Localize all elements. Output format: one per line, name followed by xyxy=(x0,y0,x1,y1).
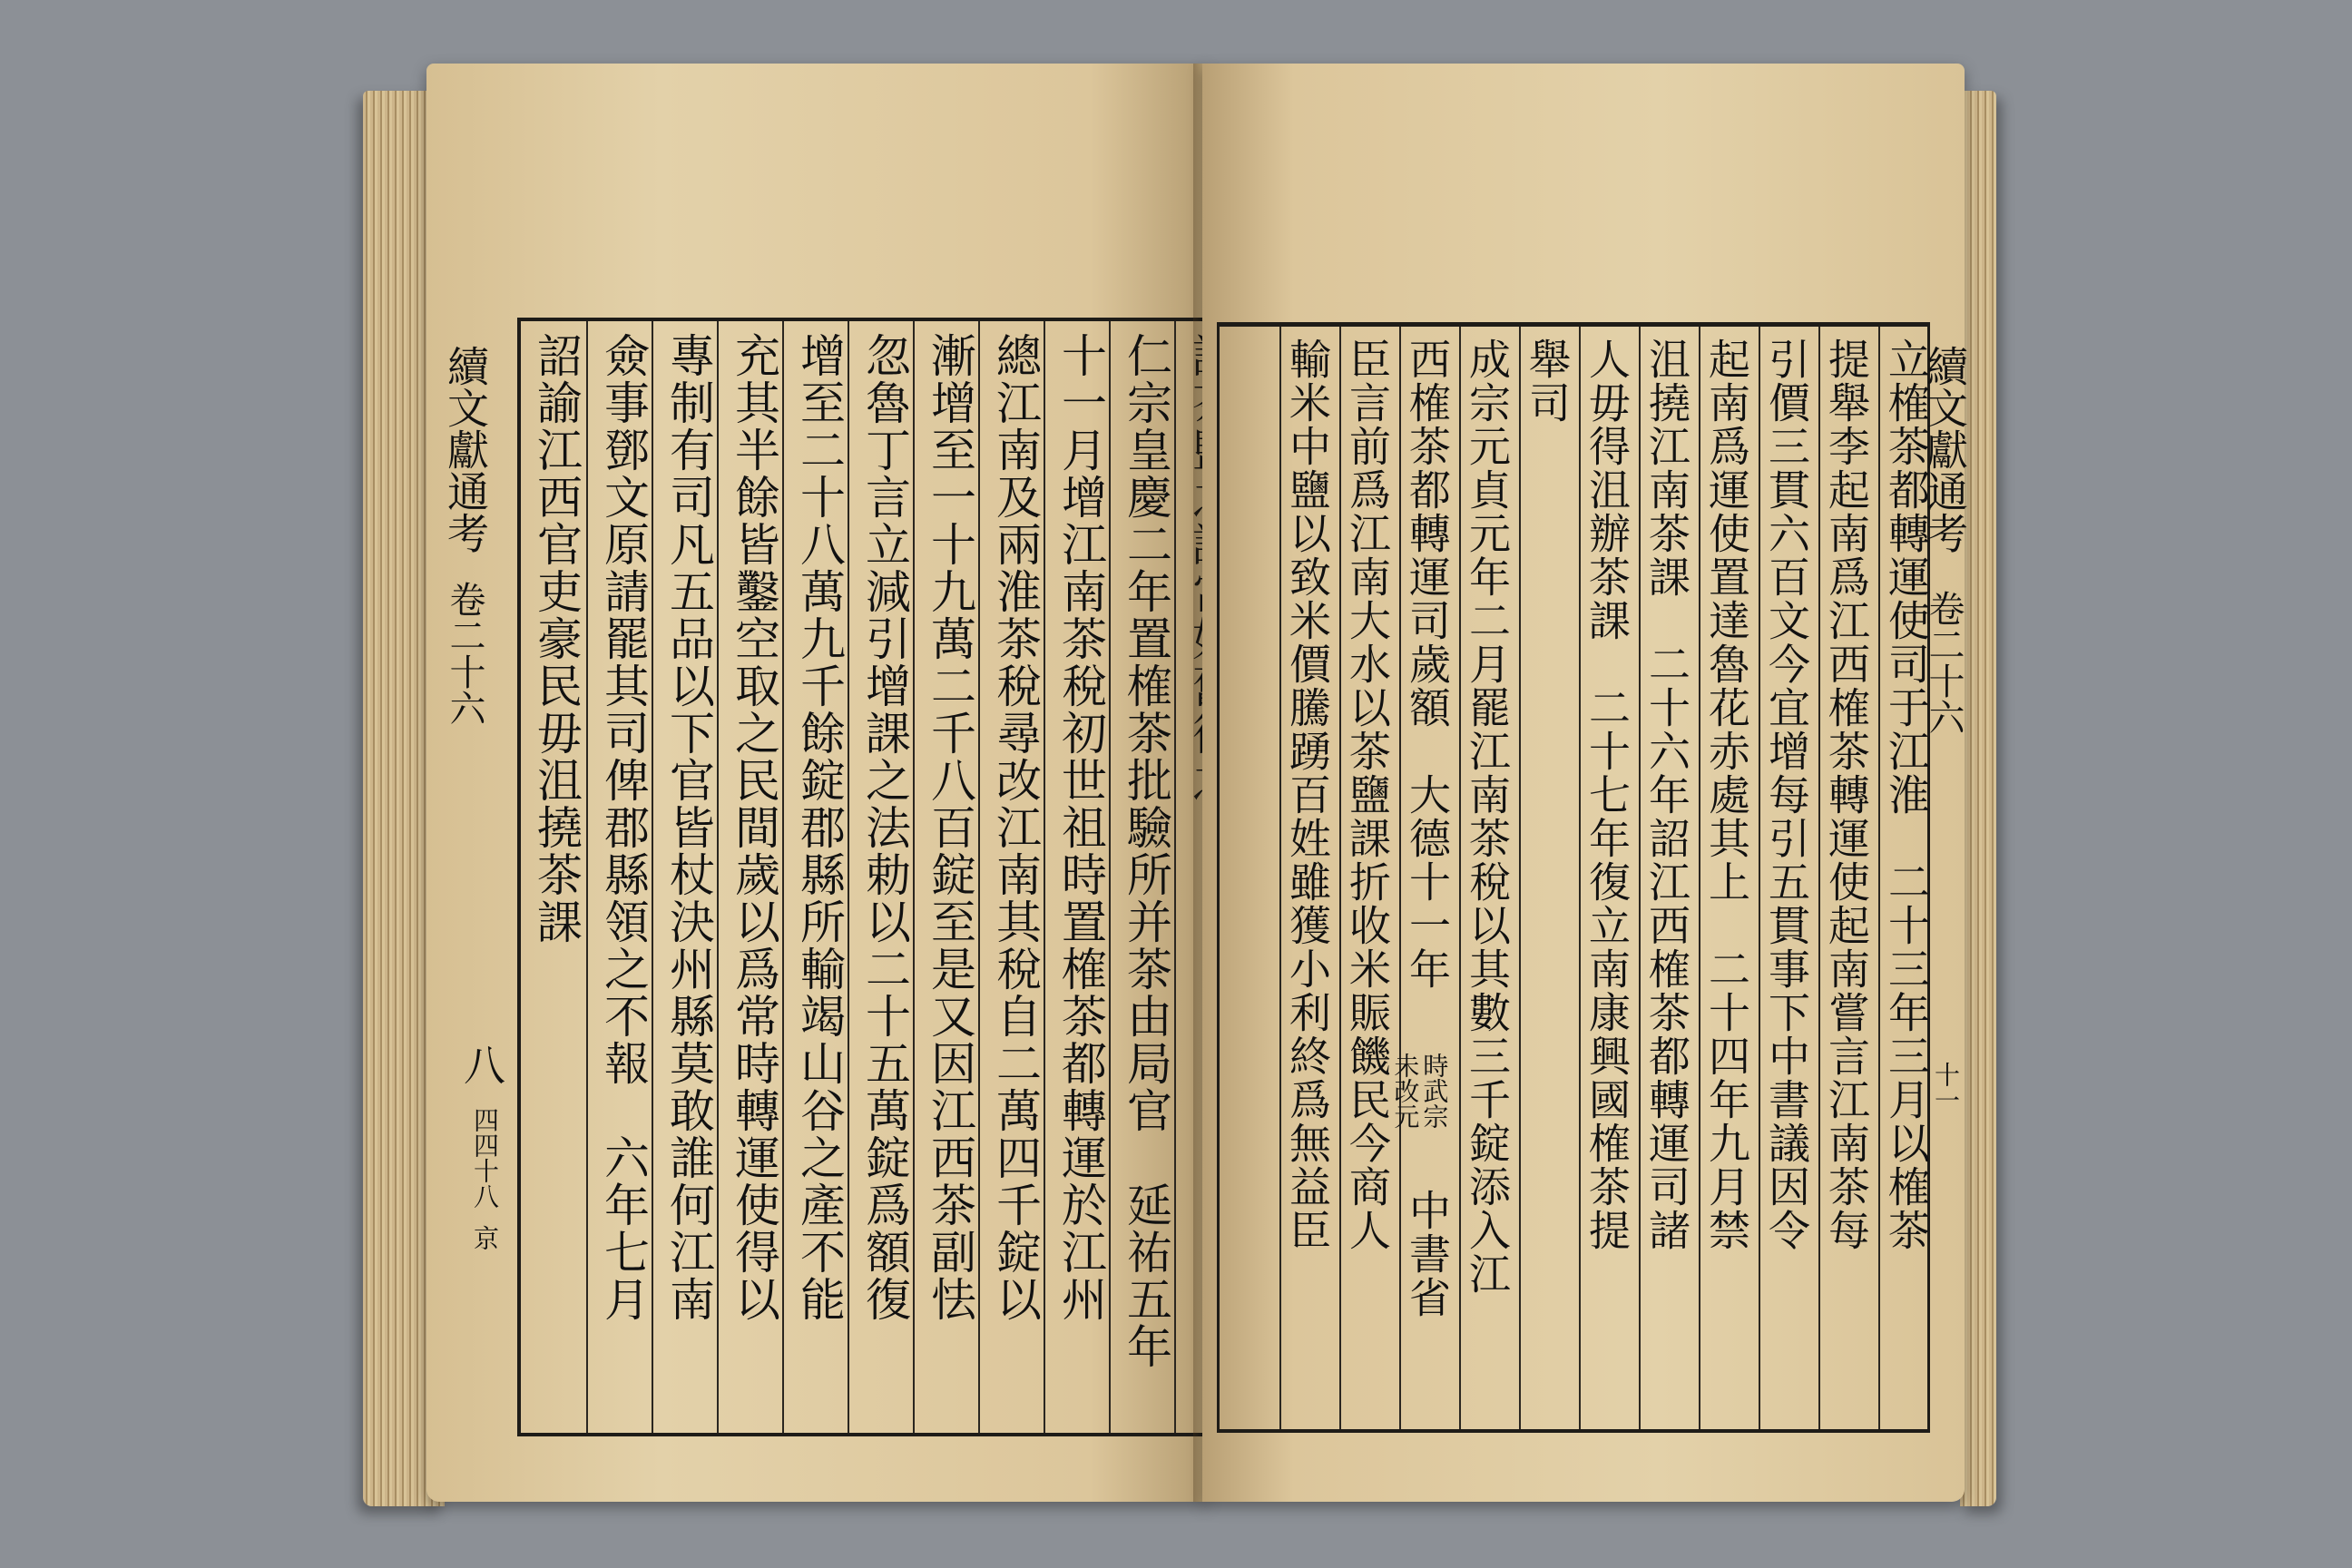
left-margin-glyph: 八 xyxy=(457,1044,506,1085)
right-column-6: 人毋得沮辦茶課 二十七年復立南康興國榷茶提 xyxy=(1583,338,1632,1252)
right-column-9-note-b: 未改元 xyxy=(1390,1053,1421,1129)
right-column-8: 成宗元貞元年二月罷江南茶稅以其數三千錠添入江 xyxy=(1463,338,1512,1296)
left-column-7: 增至二十八萬九千餘錠郡縣所輸竭山谷之產不能 xyxy=(793,332,846,1323)
left-column-11: 詔諭江西官吏豪民毋沮撓茶課 xyxy=(530,332,583,946)
right-column-3: 引價三貫六百文今宜增每引五貫事下中書議因令 xyxy=(1762,338,1811,1252)
left-margin-folio: 四四十八 xyxy=(470,1107,500,1209)
left-column-9: 專制有司凡五品以下官皆杖決州縣莫敢誰何江南 xyxy=(662,332,715,1323)
left-margin-extra: 京 xyxy=(470,1225,500,1250)
right-column-5: 沮撓江南茶課 二十六年詔江西榷茶都轉運司諸 xyxy=(1642,338,1691,1252)
left-margin-volume: 卷二十六 xyxy=(444,581,485,726)
left-column-4: 總江南及兩淮茶稅尋改江南其稅自二萬四千錠以 xyxy=(989,332,1042,1323)
right-column-9-note-a: 時武宗 xyxy=(1419,1053,1450,1129)
left-column-3: 十一月增江南茶稅初世祖時置榷茶都轉運於江州 xyxy=(1054,332,1107,1323)
right-text-frame xyxy=(1217,322,1930,1433)
left-column-2: 仁宗皇慶二年置榷茶批驗所并茶由局官 延祐五年 xyxy=(1120,332,1172,1370)
left-column-10: 僉事鄧文原請罷其司俾郡縣領之不報 六年七月 xyxy=(597,332,650,1323)
right-column-4: 起南爲運使置達魯花赤處其上 二十四年九月禁 xyxy=(1702,338,1751,1252)
right-column-2: 提舉李起南爲江西榷茶轉運使起南嘗言江南茶每 xyxy=(1822,338,1871,1252)
right-column-1: 立榷茶都轉運使司于江淮 二十三年三月以榷茶 xyxy=(1882,338,1931,1252)
left-text-frame xyxy=(517,318,1237,1436)
left-column-8: 充其半餘皆鑿空取之民間歲以爲常時轉運使得以 xyxy=(728,332,780,1323)
right-column-10: 臣言前爲江南大水以茶鹽課折收米賑饑民今商人 xyxy=(1343,338,1392,1252)
open-book xyxy=(363,54,1996,1515)
right-margin-title: 續文獻通考 xyxy=(1920,345,1969,554)
right-page xyxy=(1202,64,1969,1502)
right-margin-volume: 卷二十六 xyxy=(1923,590,1965,735)
right-column-11: 輸米中鹽以致米價騰踴百姓雖獲小利終爲無益臣 xyxy=(1283,338,1332,1252)
right-column-7: 舉司 xyxy=(1523,338,1572,425)
left-column-5: 漸增至一十九萬二千八百錠至是又因江西茶副怯 xyxy=(924,332,976,1323)
right-margin-folio: 十一 xyxy=(1931,1062,1961,1112)
right-column-9-tail: 中書省 xyxy=(1403,1189,1452,1319)
left-column-6: 忽魯丁言立減引增課之法勅以二十五萬錠爲額復 xyxy=(858,332,911,1323)
right-column-9: 西榷茶都轉運司歲額 大德十一年 xyxy=(1403,338,1452,991)
left-page xyxy=(426,64,1207,1502)
left-margin-title: 續文獻通考 xyxy=(441,345,490,554)
right-page-edges xyxy=(1960,91,1996,1506)
